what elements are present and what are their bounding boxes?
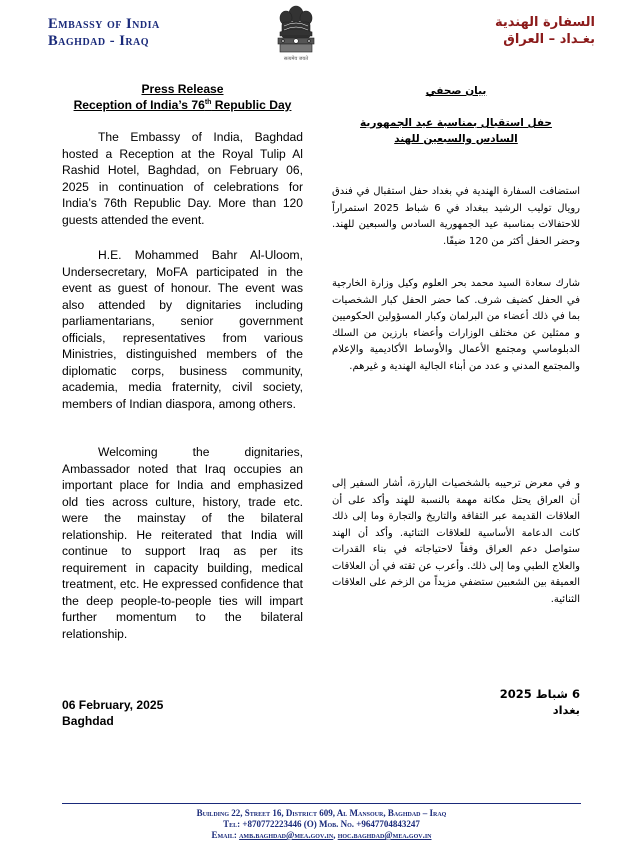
arabic-paragraph-3: و في معرض ترحيبه بالشخصيات البارزة، أشار السفير إلى أن العراق يحتل مكانة مهمة بالنسبة للهند وأكد على أن العلاقات القديمة عبر الثقافة والتاريخ والتجارة وما إلى ذلك كانت الدعامة الأساسية للعلاقات الثنائية. وأكد أن الهند ستواصل دعم العراق وفقاً لاحتياجاته في بناء القدرات والعلاج الطبي وما إلى ذلك. وأعرب عن ثقته في أن العلاقات العميقة بين الشعبين ستضفي مزيداً من الزخم على العلاقات الثنائية. — [332, 478, 580, 605]
date-ar: 6 شباط 2025 — [499, 687, 580, 701]
emblem-motto: सत्यमेव जयते — [283, 56, 309, 62]
footer-divider — [62, 803, 581, 804]
email-link-hoc[interactable]: hoc.baghdad@mea.gov.in — [337, 830, 432, 840]
embassy-name-english — [48, 16, 160, 50]
email-link-ambassador[interactable]: amb.baghdad@mea.gov.in — [239, 830, 334, 840]
arabic-paragraph-1: استضافت السفارة الهندية في بغداد حفل استقبال في فندق رويال توليب الرشيد ببغداد في 6 شباط 2025 استمراراً للاحتفالات بمناسبة عيد الجمهورية السادس والسبعين للهند. وحضر الحفل أكثر من 120 ضيفًا. — [332, 186, 580, 247]
footer-email — [0, 830, 643, 841]
date-en: 06 February, 2025 — [62, 698, 164, 712]
press-release-heading: Press Release — [141, 82, 224, 96]
embassy-location-ar: بغـداد – العراق — [503, 32, 595, 47]
embassy-name-arabic — [495, 14, 595, 48]
reception-heading-ar: حفل استقبال بمناسبة عيد الجمهورية السادس والسبعين للهند — [360, 117, 552, 145]
embassy-title-en: Embassy of India — [48, 16, 160, 32]
place-ar: بغداد — [552, 703, 580, 717]
english-paragraph-1: The Embassy of India, Baghdad hosted a Reception at the Royal Tulip Al Rashid Hotel, Baghdad, on February 06, 2025 in continuation of celebrations for India’s 76th Republic Day. More than 120 guests attended the event. — [62, 130, 303, 227]
date-place-ar — [500, 686, 580, 718]
arabic-paragraph-2: شارك سعادة السيد محمد بحر العلوم وكيل وزارة الخارجية في الحفل كضيف شرف. كما حضر الحفل كبار الشخصيات بما في ذلك أعضاء من البرلمان وكبار المسؤولين الحكوميين و ممثلين عن مختلف الوزارات وأعضاء بارزين من السلك الدبلوماسي ومجتمع الأعمال والأوساط الأكاديمية والإعلام والمجتمع المدني و عدد من أبناء الجالية الهندية و غيرهم. — [332, 278, 580, 372]
place-en: Baghdad — [62, 714, 114, 728]
english-paragraph-2: H.E. Mohammed Bahr Al-Uloom, Undersecretary, MoFA participated in the event as guest of honour. The event was also attended by dignitaries including parliamentarians, senior government officials, representatives from various Ministries, distinguished members of the diplomatic corps, business community, academia, media fraternity, civil society, members of Indian diaspora, among others. — [62, 248, 303, 411]
english-paragraph-3: Welcoming the dignitaries, Ambassador noted that Iraq occupies an important place for India and emphasized old ties across culture, history, trade etc. were the mainstay of the bilateral relationship. He reiterated that India will continue to support Iraq as per its requirement in capacity building, medical treatment, etc. He expressed confidence that the deep people-to-people ties will impart further momentum to the bilateral relationship. — [62, 445, 303, 641]
press-release-heading-ar: بيان صحفي — [425, 85, 487, 97]
date-place-en — [62, 697, 163, 729]
reception-heading: Reception of India’s 76th Republic Day — [73, 98, 292, 112]
footer-telephone: Tel: +870772223446 (O) Mob. No. +9647704843247 — [223, 819, 420, 829]
embassy-location-en: Baghdad - Iraq — [48, 33, 150, 49]
footer-address: Building 22, Street 16, District 609, Al Mansour, Baghdad – Iraq — [196, 808, 447, 818]
email-separator: , — [333, 830, 338, 840]
ashoka-emblem-icon — [268, 2, 324, 64]
email-label: Email: — [211, 830, 240, 840]
embassy-title-ar: السفارة الهندية — [495, 15, 595, 30]
press-release-title-en — [62, 81, 303, 113]
